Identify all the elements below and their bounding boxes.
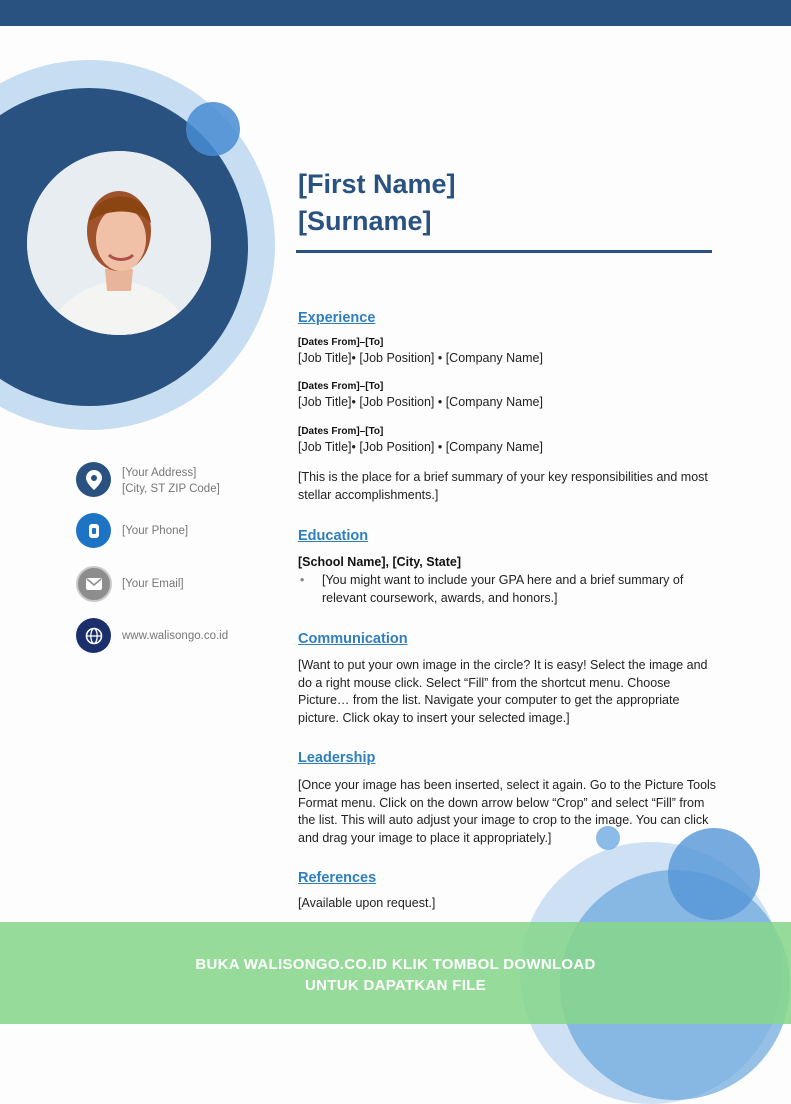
banner-line2: UNTUK DAPATKAN FILE	[305, 977, 486, 994]
address-block	[122, 465, 220, 497]
experience-summary: [This is the place for a brief summary of your key responsibilities and most stellar accomplishments.]	[298, 470, 708, 502]
job-position: [Job Title]• [Job Position] • [Company Name]	[298, 351, 543, 365]
decor-dot-blue	[186, 102, 240, 156]
email-text: [Your Email]	[122, 578, 184, 590]
job-dates: [Dates From]–[To]	[298, 426, 384, 437]
school-name: [School Name], [City, State]	[298, 555, 461, 569]
communication-heading: Communication	[298, 631, 408, 647]
profile-photo[interactable]	[27, 151, 211, 335]
leadership-heading: Leadership	[298, 750, 376, 766]
education-heading: Education	[298, 528, 369, 544]
address-line1: [Your Address]	[122, 467, 197, 479]
references-heading: References	[298, 870, 377, 886]
person-silhouette-icon	[27, 151, 211, 335]
job-position: [Job Title]• [Job Position] • [Company Name]	[298, 395, 543, 409]
phone-text: [Your Phone]	[122, 525, 189, 537]
banner-line1: BUKA WALISONGO.CO.ID KLIK TOMBOL DOWNLOAD	[195, 956, 596, 973]
education-bullet-text: [You might want to include your GPA here and a brief summary of relevant coursework, awards, and honors.]	[322, 573, 684, 605]
name-block	[298, 166, 456, 240]
experience-heading: Experience	[298, 310, 376, 326]
job-dates: [Dates From]–[To]	[298, 337, 384, 348]
email-icon	[76, 566, 112, 602]
communication-text: [Want to put your own image in the circle? It is easy! Select the image and do a right mouse click. Select “Fill” from the shortcut menu. Choose Picture… from the list. Navigate your computer to get the appropriate picture. Click okay to insert your selected image.]	[298, 658, 708, 725]
surname: [Surname]	[298, 206, 432, 236]
references-text: [Available upon request.]	[298, 896, 436, 910]
location-pin-icon	[76, 462, 111, 497]
name-divider	[296, 250, 712, 253]
bullet-dot: •	[300, 573, 305, 587]
download-banner-text[interactable]	[0, 954, 791, 996]
leadership-text: [Once your image has been inserted, select it again. Go to the Picture Tools Format menu. Click on the down arrow below “Crop” and select “Fill” from the list. This will auto adjust your image to crop to the image. You can click and drag your image to place it appropriately.]	[298, 778, 717, 845]
globe-icon	[76, 618, 111, 653]
phone-icon	[76, 513, 111, 548]
address-line2: [City, ST ZIP Code]	[122, 483, 220, 495]
top-header-bar	[0, 0, 791, 26]
job-dates: [Dates From]–[To]	[298, 381, 384, 392]
first-name: [First Name]	[298, 169, 456, 199]
job-position: [Job Title]• [Job Position] • [Company Name]	[298, 440, 543, 454]
website-link[interactable]: www.walisongo.co.id	[122, 630, 229, 642]
